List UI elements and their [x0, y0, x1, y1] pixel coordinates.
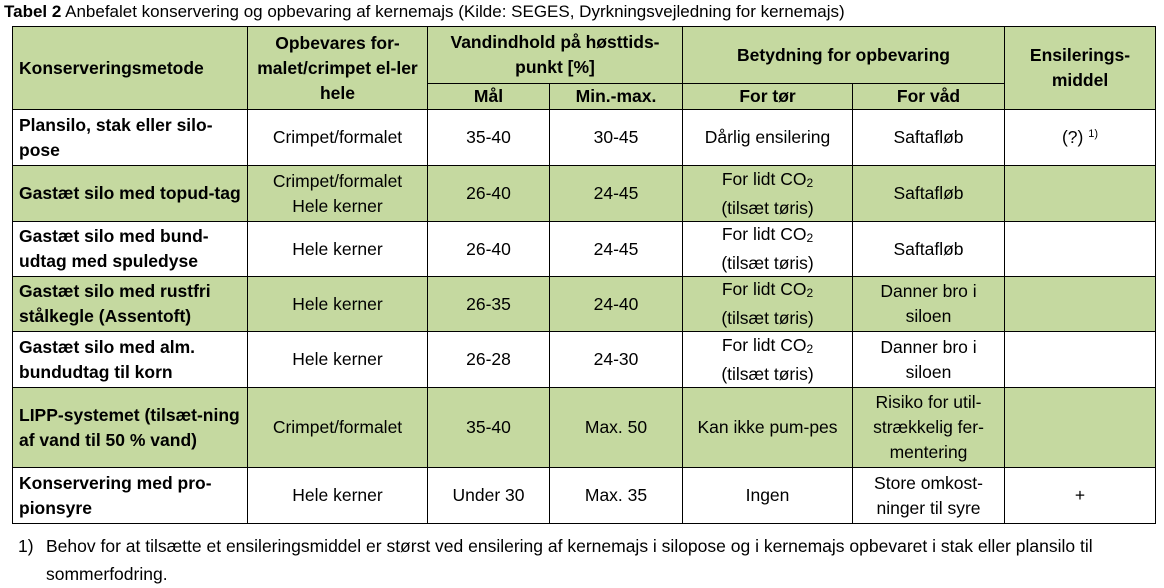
- header-significance: Betydning for opbevaring: [683, 27, 1005, 84]
- cell-dry: [683, 332, 853, 388]
- header-water-range: Min.-max.: [550, 84, 683, 110]
- dry-line-1: [689, 277, 846, 306]
- cell-range: Max. 35: [550, 468, 683, 524]
- table-row: [13, 166, 1156, 222]
- cell-wet: Saftafløb: [853, 110, 1005, 166]
- cell-wet: Store omkost-ninger til syre: [853, 468, 1005, 524]
- dry-subscript: 2: [806, 286, 814, 300]
- cell-dry: [683, 277, 853, 332]
- cell-target: 26-28: [428, 332, 550, 388]
- agent-value: (?): [1061, 127, 1084, 147]
- dry-text: For lidt CO: [721, 334, 807, 355]
- dry-text: For lidt CO: [721, 168, 807, 189]
- cell-storage: Hele kerner: [248, 332, 428, 388]
- cell-target: 26-35: [428, 277, 550, 332]
- caption-text: Anbefalet konservering og opbevaring af kernemajs (Kilde: SEGES, Dyrkningsvejledning for kernemajs): [61, 2, 845, 21]
- footnote-number: 1): [18, 536, 34, 556]
- table-row: [13, 222, 1156, 277]
- cell-target: 26-40: [428, 222, 550, 277]
- header-too-wet: For våd: [853, 84, 1005, 110]
- table-row: [13, 110, 1156, 166]
- cell-agent: [1005, 166, 1156, 222]
- header-agent: Ensilerings-middel: [1005, 27, 1156, 110]
- cell-target: 26-40: [428, 166, 550, 222]
- dry-line-2: (tilsæt tøris): [721, 363, 814, 384]
- footnote-text: Behov for at tilsætte et ensileringsmiddel er størst ved ensilering af kernemajs i silopose og i kernemajs opbevaret i stak eller plansilo til sommerfodring.: [46, 536, 1093, 584]
- cell-dry: [683, 222, 853, 277]
- cell-storage: Hele kerner: [248, 468, 428, 524]
- table-row: [13, 388, 1156, 468]
- cell-method: Gastæt silo med topud-tag: [13, 166, 248, 222]
- header-too-dry: For tør: [683, 84, 853, 110]
- footnote: [18, 532, 1158, 588]
- dry-line-2: (tilsæt tøris): [721, 197, 814, 218]
- cell-wet: Saftafløb: [853, 222, 1005, 277]
- cell-range: 24-30: [550, 332, 683, 388]
- cell-range: 30-45: [550, 110, 683, 166]
- cell-method: Plansilo, stak eller silo-pose: [13, 110, 248, 166]
- cell-range: 24-40: [550, 277, 683, 332]
- cell-storage: Crimpet/formalet Hele kerner: [248, 166, 428, 222]
- cell-storage: Hele kerner: [248, 222, 428, 277]
- cell-agent: [1005, 332, 1156, 388]
- table-caption: [4, 2, 845, 22]
- dry-line-1: [689, 333, 846, 362]
- dry-subscript: 2: [806, 175, 814, 190]
- cell-method: Gastæt silo med alm. bundudtag til korn: [13, 332, 248, 388]
- cell-target: Under 30: [428, 468, 550, 524]
- cell-agent: [1005, 222, 1156, 277]
- cell-storage: Hele kerner: [248, 277, 428, 332]
- cell-range: Max. 50: [550, 388, 683, 468]
- dry-line-2: (tilsæt tøris): [721, 253, 814, 273]
- cell-dry: [683, 166, 853, 222]
- dry-text: For lidt CO: [721, 279, 807, 299]
- cell-storage: Crimpet/formalet: [248, 110, 428, 166]
- caption-label: Tabel 2: [4, 2, 62, 21]
- dry-line-1: [689, 222, 846, 251]
- footnote-ref: 1): [1088, 128, 1099, 140]
- cell-method: Konservering med pro-pionsyre: [13, 468, 248, 524]
- cell-method: Gastæt silo med bund-udtag med spuledyse: [13, 222, 248, 277]
- dry-subscript: 2: [806, 231, 814, 245]
- cell-range: 24-45: [550, 166, 683, 222]
- cell-range: 24-45: [550, 222, 683, 277]
- cell-wet: Danner bro i siloen: [853, 277, 1005, 332]
- cell-method: LIPP-systemet (tilsæt-ning af vand til 50 % vand): [13, 388, 248, 468]
- cell-agent: [1005, 388, 1156, 468]
- dry-text: For lidt CO: [721, 224, 807, 244]
- cell-storage: Crimpet/formalet: [248, 388, 428, 468]
- cell-method: Gastæt silo med rustfri stålkegle (Assentoft): [13, 277, 248, 332]
- dry-line-2: (tilsæt tøris): [721, 308, 814, 328]
- cell-agent: [1005, 277, 1156, 332]
- header-water: Vandindhold på høsttids-punkt [%]: [428, 27, 683, 84]
- header-row-1: [13, 27, 1156, 84]
- dry-line-1: [689, 167, 846, 196]
- cell-wet: Danner bro i siloen: [853, 332, 1005, 388]
- table-row: [13, 468, 1156, 524]
- cell-target: 35-40: [428, 110, 550, 166]
- cell-target: 35-40: [428, 388, 550, 468]
- table-row: [13, 277, 1156, 332]
- header-water-target: Mål: [428, 84, 550, 110]
- dry-subscript: 2: [806, 341, 814, 356]
- cell-dry: Dårlig ensilering: [683, 110, 853, 166]
- cell-wet: Saftafløb: [853, 166, 1005, 222]
- cell-dry: Ingen: [683, 468, 853, 524]
- header-method: Konserveringsmetode: [13, 27, 248, 110]
- cell-agent: [1005, 110, 1156, 166]
- table-row: [13, 332, 1156, 388]
- header-storage: Opbevares for-malet/crimpet el-ler hele: [248, 27, 428, 110]
- cell-dry: Kan ikke pum-pes: [683, 388, 853, 468]
- cell-agent: +: [1005, 468, 1156, 524]
- cell-wet: Risiko for util-strækkelig fer-mentering: [853, 388, 1005, 468]
- conservation-table: [12, 26, 1156, 524]
